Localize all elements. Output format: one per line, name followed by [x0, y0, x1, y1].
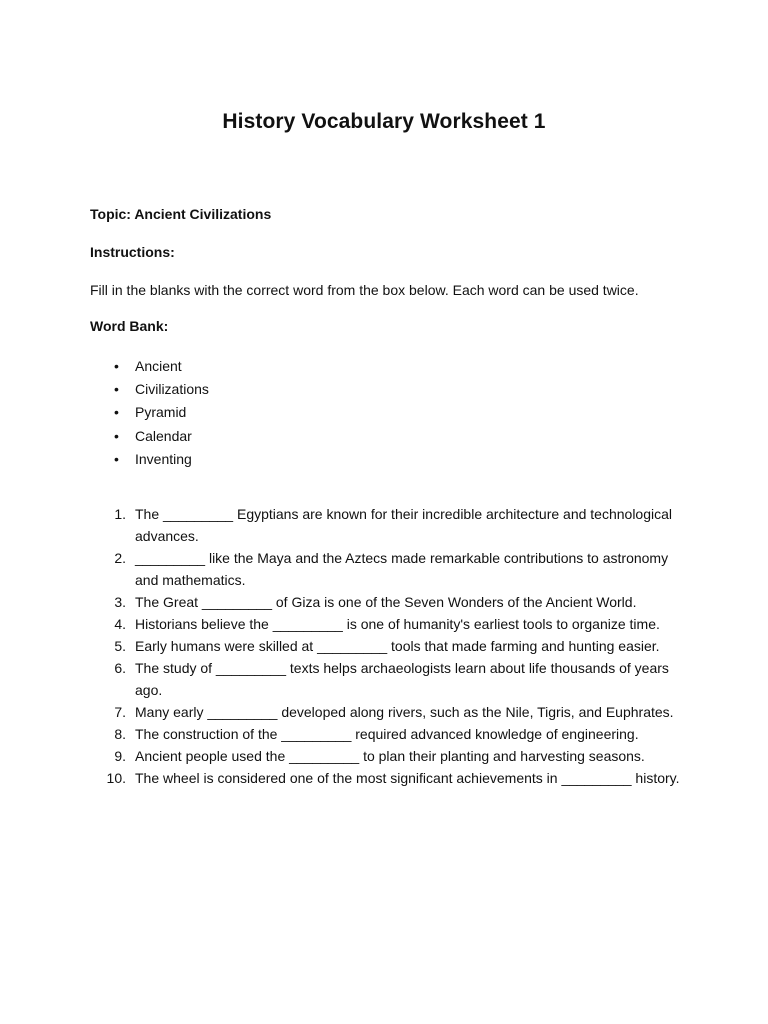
question-number: 9. [114, 748, 126, 764]
question-text: The study of _________ texts helps archaeologists learn about life thousands of years ago. [135, 660, 669, 698]
question-text: Early humans were skilled at _________ tools that made farming and hunting easier. [135, 638, 660, 654]
word-bank-list [90, 356, 490, 472]
question-item [90, 701, 683, 723]
instructions-text: Fill in the blanks with the correct word from the box below. Each word can be used twice. [90, 282, 639, 298]
word-bank-word: Inventing [135, 450, 192, 467]
word-bank-word: Pyramid [135, 404, 187, 421]
question-text: Historians believe the _________ is one of humanity's earliest tools to organize time. [135, 616, 660, 632]
question-text: _________ like the Maya and the Aztecs made remarkable contributions to astronomy and mathematics. [135, 550, 669, 588]
question-item [90, 723, 683, 745]
word-bank-item [90, 426, 490, 449]
question-number: 7. [114, 704, 126, 720]
question-text: The Great _________ of Giza is one of the Seven Wonders of the Ancient World. [135, 594, 637, 610]
word-bank-item [90, 379, 490, 402]
word-bank-heading: Word Bank: [90, 318, 169, 334]
question-item [90, 745, 683, 767]
question-item [90, 591, 683, 613]
question-item [90, 657, 683, 701]
question-text: The wheel is considered one of the most significant achievements in _________ history. [135, 770, 680, 786]
topic-heading: Topic: Ancient Civilizations [90, 206, 272, 222]
question-number: 5. [114, 638, 126, 654]
word-bank-item [90, 402, 490, 425]
question-item [90, 503, 683, 547]
bullet-icon: • [114, 450, 119, 467]
word-bank-word: Civilizations [135, 381, 209, 398]
question-text: The _________ Egyptians are known for their incredible architecture and technological advances. [135, 506, 673, 544]
bullet-icon: • [114, 427, 119, 444]
instructions-heading: Instructions: [90, 244, 175, 260]
word-bank-item [90, 449, 490, 472]
question-number: 6. [114, 660, 126, 676]
question-number: 2. [114, 550, 126, 566]
bullet-icon: • [114, 358, 119, 374]
question-number: 10. [106, 770, 126, 786]
question-number: 1. [114, 506, 126, 522]
question-item [90, 613, 683, 635]
word-bank-word: Ancient [135, 358, 182, 374]
word-bank-item [90, 356, 490, 379]
question-text: The construction of the _________ required advanced knowledge of engineering. [135, 726, 639, 742]
question-number: 4. [114, 616, 126, 632]
bullet-icon: • [114, 404, 119, 421]
question-text: Many early _________ developed along rivers, such as the Nile, Tigris, and Euphrates. [135, 704, 674, 720]
worksheet-title: History Vocabulary Worksheet 1 [222, 110, 546, 133]
bullet-icon: • [114, 381, 119, 398]
word-bank-word: Calendar [135, 427, 192, 444]
question-item [90, 547, 683, 591]
question-number: 8. [114, 726, 126, 742]
question-number: 3. [114, 594, 126, 610]
question-list [90, 503, 690, 789]
question-item [90, 767, 683, 789]
question-item [90, 635, 683, 657]
question-text: Ancient people used the _________ to plan their planting and harvesting seasons. [135, 748, 645, 764]
